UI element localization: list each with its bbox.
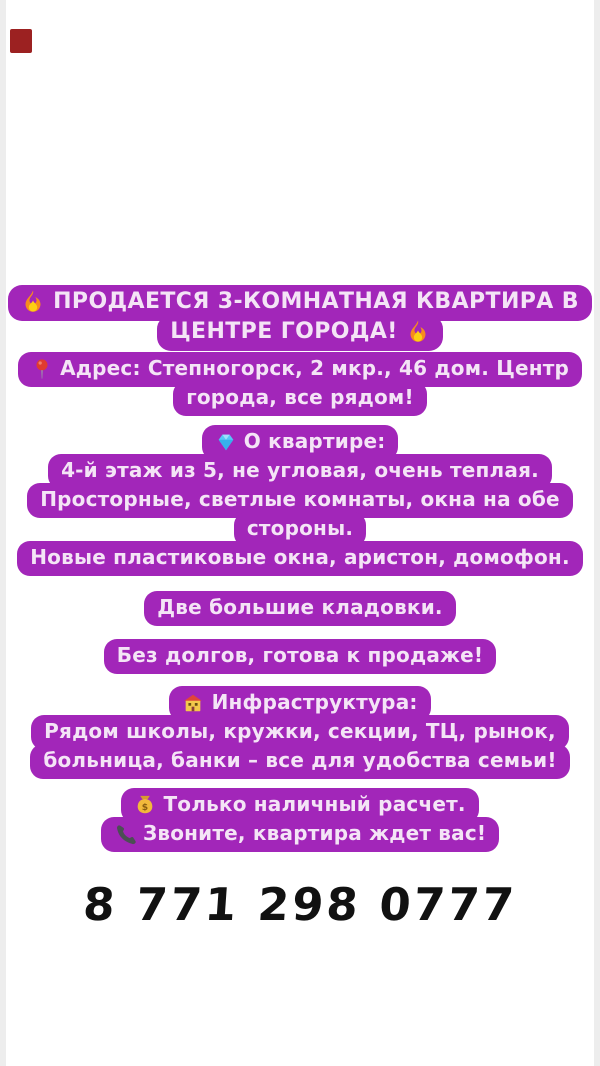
address-text-1: Адрес: Степногорск, 2 мкр., 46 дом. Центр (60, 356, 570, 380)
infrastructure-heading-text: Инфраструктура: (211, 690, 418, 714)
about-line-4: Новые пластиковые окна, аристон, домофон. (17, 541, 583, 576)
gem-icon (215, 431, 237, 453)
about-line-3: стороны. (234, 512, 366, 547)
round-pushpin-icon (31, 358, 53, 380)
right-edge-strip (594, 0, 600, 1066)
infrastructure-line-1: Рядом школы, кружки, секции, ТЦ, рынок, (31, 715, 569, 750)
title-text-1: ПРОДАЕТСЯ 3-КОМНАТНАЯ КВАРТИРА В (53, 289, 579, 314)
title-block (6, 285, 594, 351)
address-line-2: города, все рядом! (173, 381, 427, 416)
contact-text-1: Только наличный расчет. (163, 792, 466, 816)
storage-block (6, 591, 594, 626)
infrastructure-block (6, 686, 594, 779)
about-block (6, 425, 594, 576)
address-block (6, 352, 594, 416)
no-debts-line: Без долгов, готова к продаже! (104, 639, 496, 674)
contact-text-2: Звоните, квартира ждет вас! (142, 821, 487, 845)
money-bag-icon (134, 794, 156, 816)
about-line-2: Просторные, светлые комнаты, окна на обе (27, 483, 573, 518)
storage-line: Две большие кладовки. (144, 591, 455, 626)
title-text-2: ЦЕНТРЕ ГОРОДА! (170, 319, 398, 344)
svg-text:$: $ (141, 801, 149, 813)
phone-number: 8 771 298 0777 (81, 878, 519, 931)
no-debts-block (6, 639, 594, 674)
contact-line-2 (101, 817, 499, 852)
fire-icon (21, 289, 45, 313)
fire-icon (406, 319, 430, 343)
corner-red-square (10, 29, 32, 53)
telephone-receiver-icon (114, 823, 136, 845)
ad-content (6, 285, 594, 931)
school-icon (182, 692, 204, 714)
infrastructure-line-2: больница, банки – все для удобства семьи! (30, 744, 569, 779)
about-line-1: 4-й этаж из 5, не угловая, очень теплая. (48, 454, 552, 489)
contact-block (6, 788, 594, 852)
title-line-2 (157, 315, 443, 351)
about-heading-text: О квартире: (243, 429, 386, 453)
